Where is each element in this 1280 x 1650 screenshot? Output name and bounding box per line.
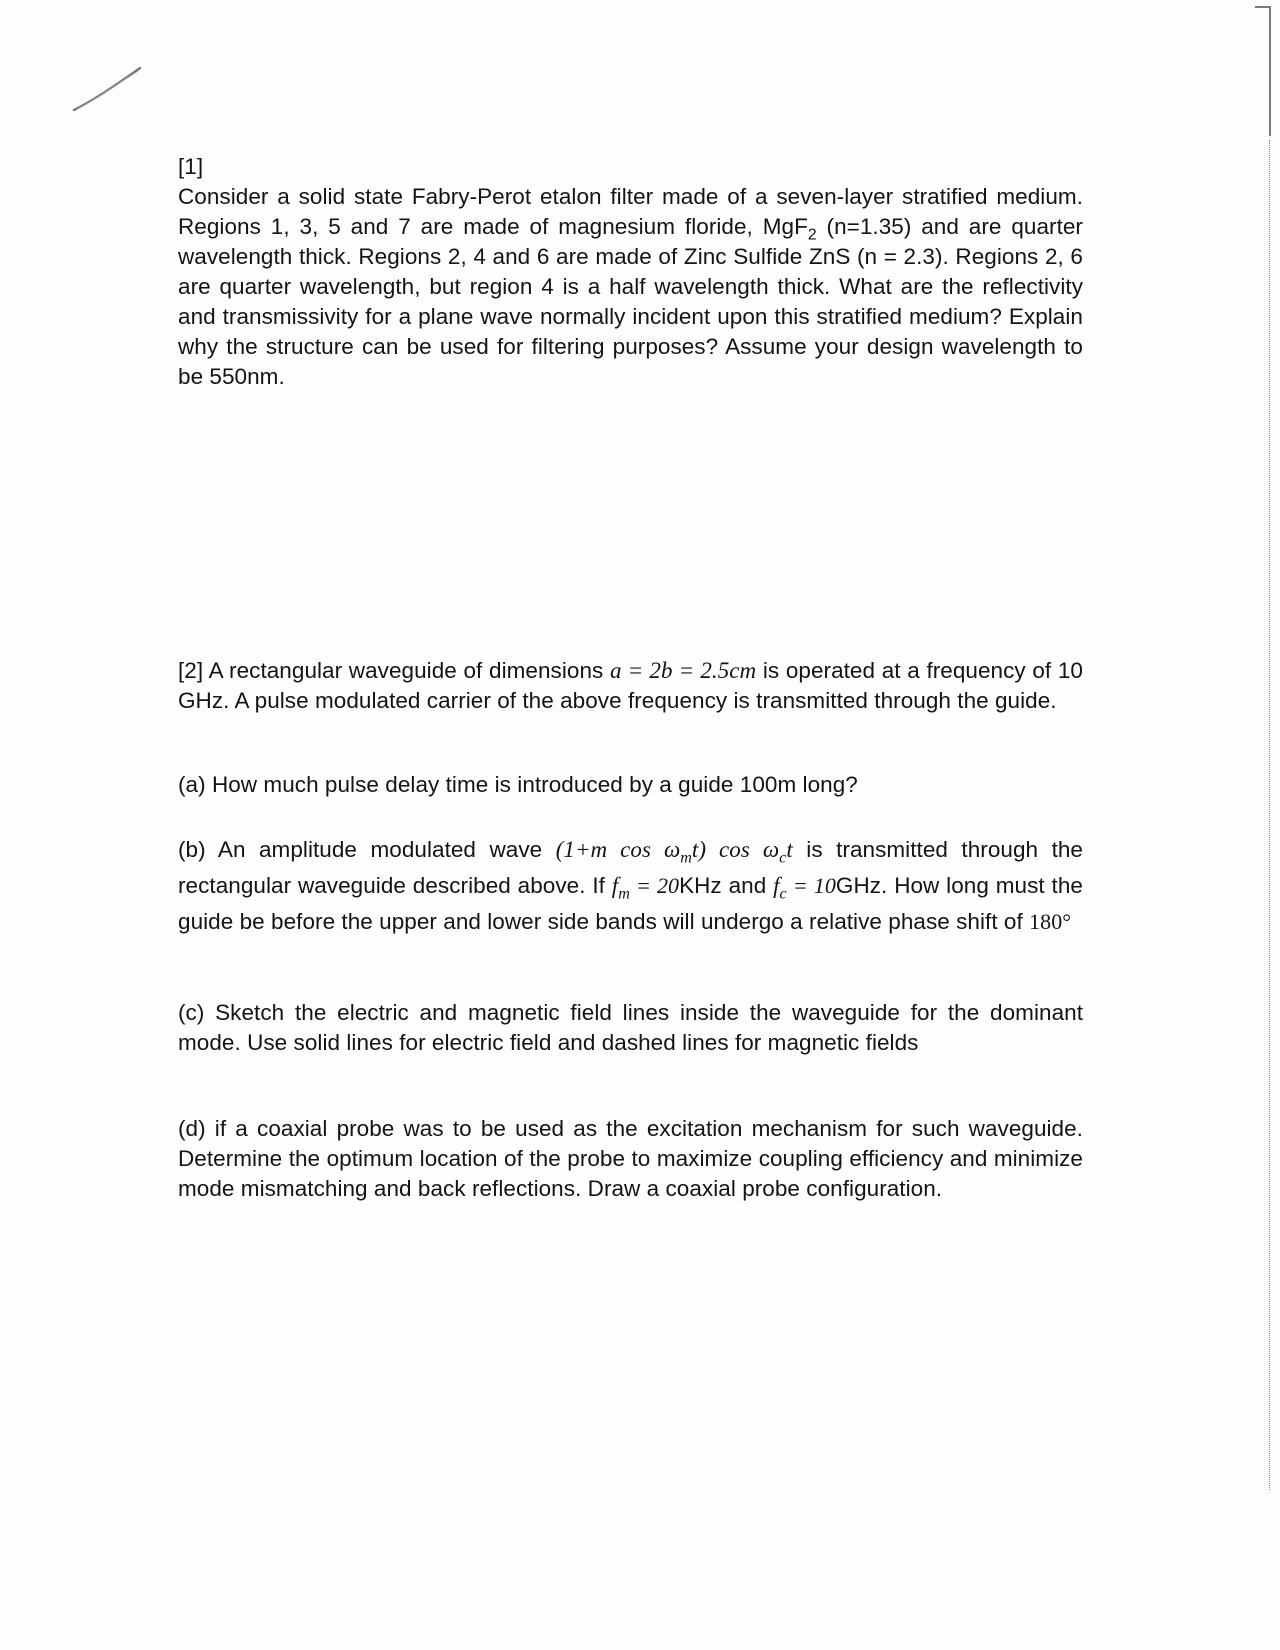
question-1-number: [1] bbox=[178, 154, 204, 179]
question-2d: (d) if a coaxial probe was to be used as the excitation mechanism for such waveguide. Determine the optimum location of the probe to maximize coupling efficiency and minimize mode mismatching and back reflections. Draw a coaxial probe configuration. bbox=[178, 1116, 1083, 1201]
fm-expression: $f_m = 20$ bbox=[611, 873, 680, 903]
waveguide-dimensions: a = 2b = 2.5cm bbox=[609, 658, 757, 683]
question-2b: (b) An amplitude modulated wave (1+m $\cos \omega_mt$) $\cos \omega_ct$ is transmitted through the rectangular waveguide described above. If $f_m = 20KHz$ and $f_c = 10GHz$. How long must the guide be before the upper and lower side bands will undergo a relative phase shift of 180° bbox=[178, 837, 1083, 934]
pen-stroke-mark bbox=[72, 64, 144, 114]
question-2c: (c) Sketch the electric and magnetic field lines inside the waveguide for the dominant mode. Use solid lines for electric field and dashed lines for magnetic fields bbox=[178, 1000, 1083, 1055]
question-2-intro: [2] A rectangular waveguide of dimensions a = 2b = 2.5cm is operated at a frequency of 10 GHz. A pulse modulated carrier of the above frequency is transmitted through the guide. bbox=[178, 658, 1083, 713]
question-2a: (a) How much pulse delay time is introduced by a guide 100m long? bbox=[178, 772, 858, 797]
question-1-text: Consider a solid state Fabry-Perot etalon filter made of a seven-layer stratified medium. Regions 1, 3, 5 and 7 are made of magnesium floride, MgF$_2$ (n=1.35) and are quarter wavelength thick. Regions 2, 4 and 6 are made of Zinc Sulfide ZnS (n = 2.3). Regions 2, 6 are quarter wavelength, but region 4 is a half wavelength thick. What are the reflectivity and transmissivity for a plane wave normally incident upon this stratified medium? Explain why the structure can be used for filtering purposes? Assume your design wavelength to be 550nm. bbox=[178, 184, 1083, 389]
am-wave-expression: (1+m $\cos \omega_mt$) $\cos \omega_ct$ bbox=[555, 837, 793, 867]
scan-edge-right bbox=[1269, 6, 1271, 136]
phase-shift: 180° bbox=[1029, 909, 1072, 934]
scan-edge-corner bbox=[1255, 6, 1269, 8]
fc-expression: $f_c = 10$ bbox=[773, 873, 836, 903]
scan-edge-dotted bbox=[1269, 140, 1270, 1490]
question-1 bbox=[178, 152, 1083, 392]
